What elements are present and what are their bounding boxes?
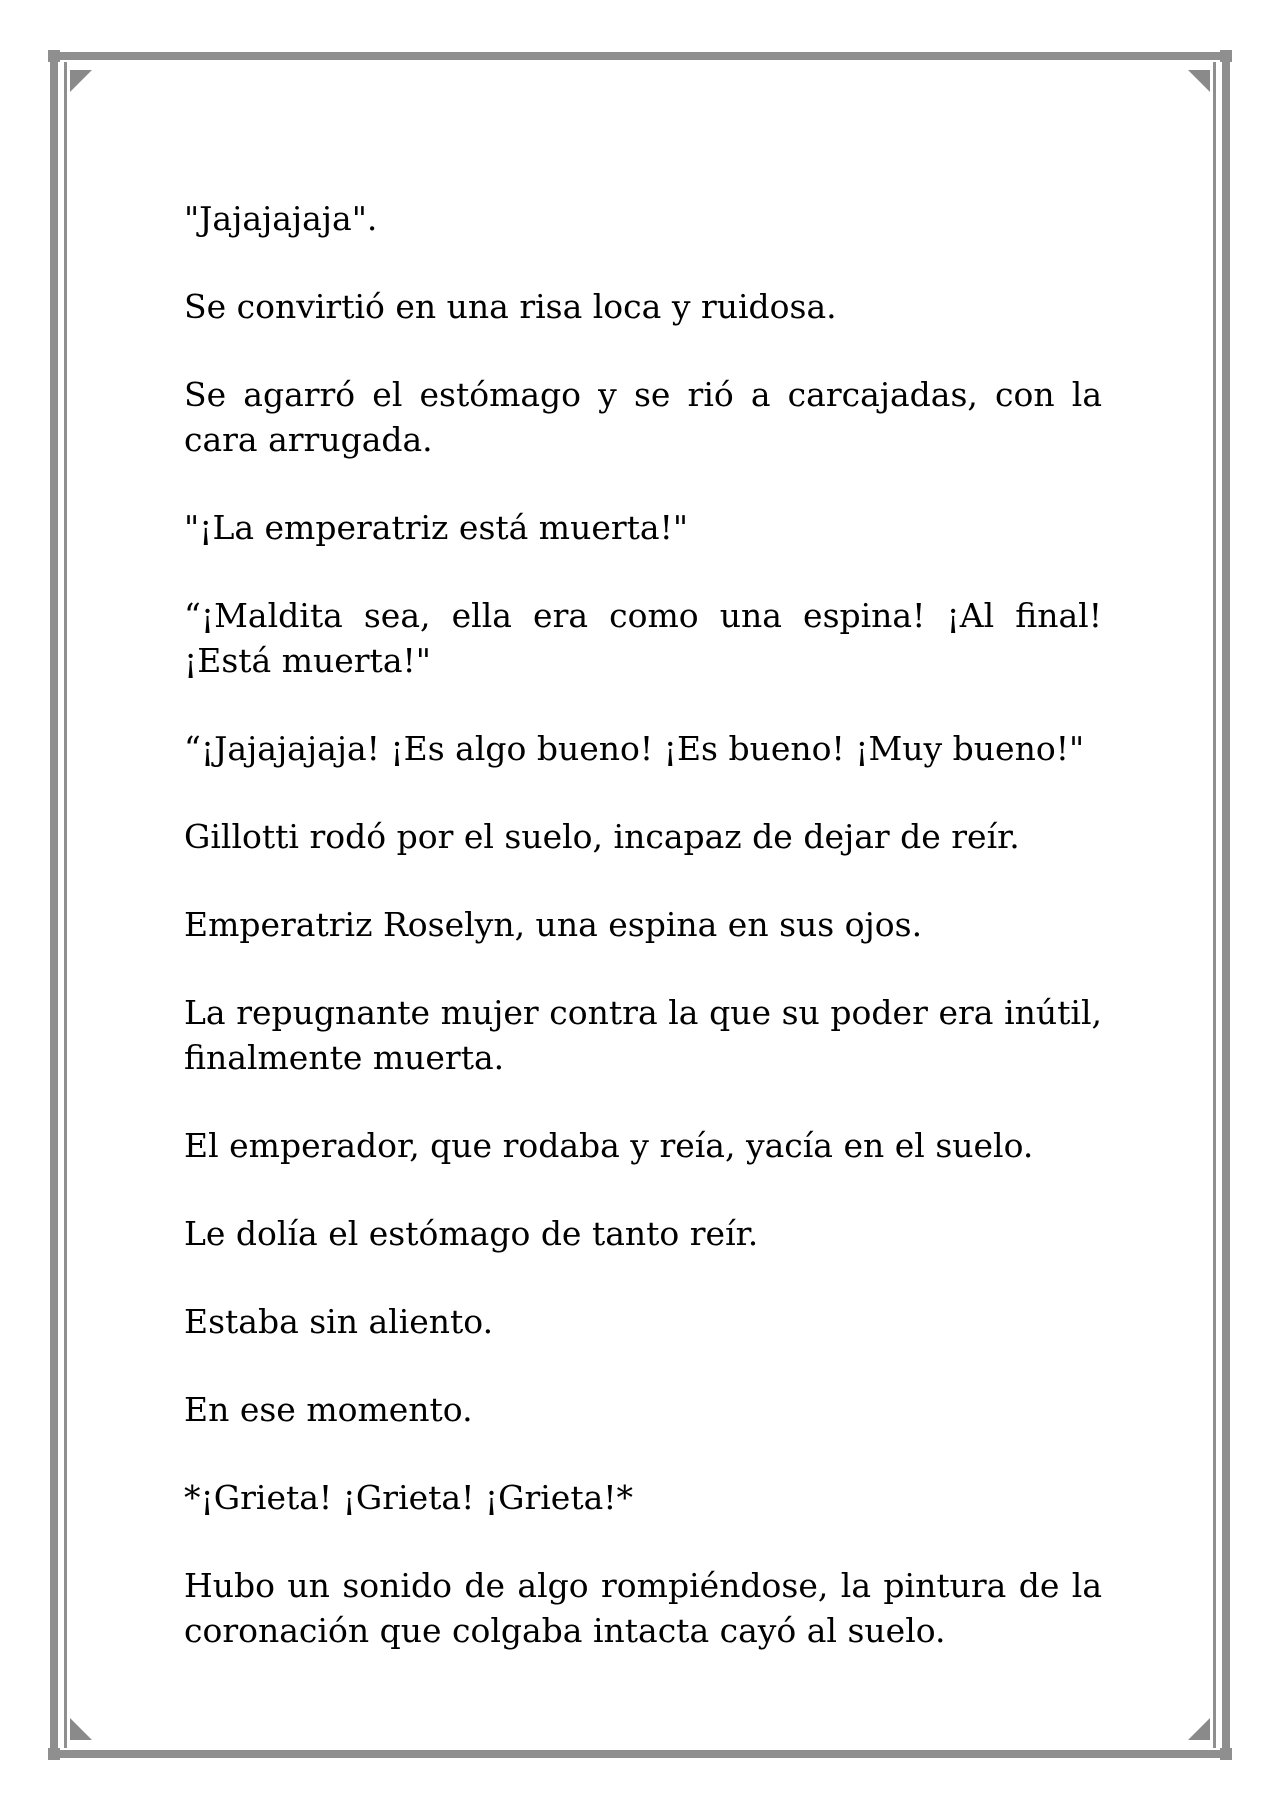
corner-triangle-top-right — [1188, 70, 1210, 92]
corner-square-bl — [48, 1748, 60, 1760]
corner-square-br — [1220, 1748, 1232, 1760]
paragraph: Emperatriz Roselyn, una espina en sus ojos. — [184, 905, 923, 944]
corner-triangle-bottom-left — [70, 1718, 92, 1740]
border-top-bar — [58, 52, 1222, 60]
paragraph: “¡Jajajajaja! ¡Es algo bueno! ¡Es bueno! ¡Muy bueno!" — [184, 729, 1085, 768]
paragraph: La repugnante mujer contra la que su poder era inútil, finalmente muerta. — [184, 993, 1102, 1077]
paragraph: El emperador, que rodaba y reía, yacía en el suelo. — [184, 1126, 1034, 1165]
paragraph: "Jajajajaja". — [184, 199, 378, 238]
paragraph: Gillotti rodó por el suelo, incapaz de dejar de reír. — [184, 817, 1020, 856]
paragraph: Le dolía el estómago de tanto reír. — [184, 1214, 759, 1253]
paragraph: Se convirtió en una risa loca y ruidosa. — [184, 287, 837, 326]
corner-square-tl — [48, 50, 60, 62]
border-right-inner-line — [1213, 62, 1216, 1748]
page-body-text — [184, 196, 1102, 1653]
paragraph: Estaba sin aliento. — [184, 1302, 494, 1341]
paragraph: Hubo un sonido de algo rompiéndose, la pintura de la coronación que colgaba intacta cayó al suelo. — [184, 1566, 1102, 1650]
paragraph: En ese momento. — [184, 1390, 473, 1429]
border-left-inner-line — [64, 62, 67, 1748]
corner-triangle-bottom-right — [1188, 1718, 1210, 1740]
border-left-bar — [50, 60, 58, 1750]
border-right-bar — [1222, 60, 1230, 1750]
paragraph: "¡La emperatriz está muerta!" — [184, 508, 689, 547]
paragraph: “¡Maldita sea, ella era como una espina! ¡Al final! ¡Está muerta!" — [184, 596, 1102, 680]
paragraph: *¡Grieta! ¡Grieta! ¡Grieta!* — [184, 1478, 634, 1517]
border-bottom-bar — [58, 1750, 1222, 1758]
paragraph: Se agarró el estómago y se rió a carcajadas, con la cara arrugada. — [184, 375, 1102, 459]
corner-square-tr — [1220, 50, 1232, 62]
corner-triangle-top-left — [70, 70, 92, 92]
